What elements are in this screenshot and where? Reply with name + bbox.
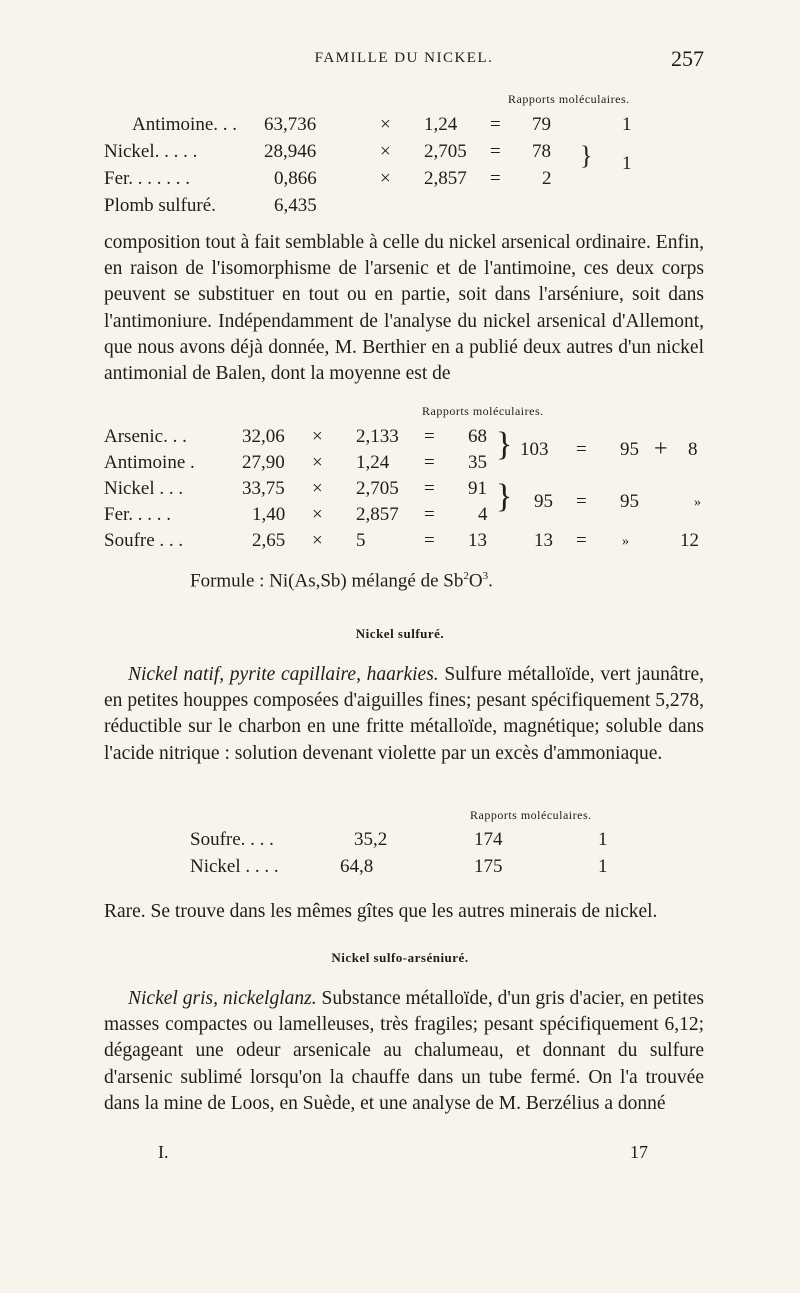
percentage: 27,90: [242, 452, 285, 473]
times-sign: ×: [312, 504, 323, 525]
italic-lead: Nickel natif, pyrite capillaire, haarkies.: [128, 664, 439, 685]
group-sum: 95: [534, 491, 553, 512]
group-sum-line: [534, 491, 710, 517]
sheet-number: 17: [630, 1142, 648, 1162]
molecular-ratio: 175: [474, 856, 503, 877]
page-header: [104, 46, 704, 80]
group-value: 12: [680, 530, 699, 551]
paragraph: composition tout à fait semblable à celle du nickel arsenical ordinaire. Enfin, en raison de l'isomorphisme de l'arsenic et de l'antimoine, ces deux corps peuvent se substituer en tout ou en partie, soit dans l'arséniure, soit dans l'antimoniure. Indépendamment de l'analyse du nickel arsenical d'Allemont, que nous avons déjà donnée, M. Berthier en a publié deux autres d'un nickel antimonial de Balen, dont la moyenne est de: [104, 232, 704, 385]
molecular-ratio: 79: [532, 114, 551, 135]
group-value: 95: [620, 439, 639, 460]
paragraph: Rare. Se trouve dans les mêmes gîtes que les autres minerais de nickel.: [104, 901, 658, 922]
factor: 1,24: [424, 114, 458, 135]
equals-sign: =: [576, 530, 587, 551]
equals-sign: =: [490, 168, 501, 189]
molecular-ratio: 13: [468, 530, 487, 551]
factor: 2,705: [424, 141, 467, 162]
equals-sign: =: [576, 439, 587, 460]
factor: 2,133: [356, 426, 399, 447]
formula: Formule : Ni(As,Sb) mélangé de $Sb^2O^3$.: [190, 570, 493, 592]
element-name: Nickel. . . . .: [104, 141, 198, 162]
percentage: 6,435: [274, 195, 317, 216]
equals-sign: =: [424, 478, 435, 499]
factor: 2,857: [356, 504, 399, 525]
equals-sign: =: [490, 114, 501, 135]
percentage: 32,06: [242, 426, 285, 447]
ditto-mark: »: [694, 495, 701, 510]
table-row: [104, 141, 704, 174]
equals-sign: =: [424, 530, 435, 551]
molecular-ratio: 68: [468, 426, 487, 447]
times-sign: ×: [312, 530, 323, 551]
element-name: Fer. . . . .: [104, 504, 172, 525]
percentage: 28,946: [264, 141, 317, 162]
paragraph: Nickel natif, pyrite capillaire, haarkies. Sulfure métalloïde, vert jaunâtre, en petites houppes composées d'aiguilles fines; pesant spécifiquement 5,278, réductible sur le charbon en une fritte métalloïde, magnétique; soluble dans l'acide nitrique : solution devenant violette par un excès d'ammoniaque.: [104, 664, 704, 764]
times-sign: ×: [312, 452, 323, 473]
equals-sign: =: [576, 491, 587, 512]
percentage: 64,8: [340, 856, 374, 877]
group-value: 8: [688, 439, 698, 460]
element-name: Nickel . . .: [104, 478, 184, 499]
group-value: 95: [620, 491, 639, 512]
times-sign: ×: [312, 426, 323, 447]
percentage: 33,75: [242, 478, 285, 499]
rapports-header: Rapports moléculaires.: [508, 92, 630, 106]
plus-sign: +: [654, 436, 668, 462]
simple-ratio: 1: [622, 114, 632, 135]
equals-sign: =: [424, 452, 435, 473]
table-row: [104, 168, 704, 194]
times-sign: ×: [380, 168, 391, 189]
molecular-ratio: 91: [468, 478, 487, 499]
table-row: [104, 195, 704, 221]
brace: }: [580, 141, 593, 170]
element-name: Antimoine. . .: [132, 114, 238, 135]
group-sum: 103: [520, 439, 549, 460]
group-sum-line: [534, 530, 710, 556]
element-name: Nickel . . . .: [190, 856, 279, 877]
times-sign: ×: [380, 141, 391, 162]
percentage: 63,736: [264, 114, 317, 135]
group-sum: 13: [534, 530, 553, 551]
factor: 2,857: [424, 168, 467, 189]
simple-ratio: 1: [598, 856, 608, 877]
table-row: [104, 114, 704, 140]
molecular-ratio: 2: [542, 168, 552, 189]
formula-subscript: 2: [463, 570, 469, 582]
percentage: 1,40: [252, 504, 286, 525]
percentage: 0,866: [274, 168, 317, 189]
factor: 5: [356, 530, 366, 551]
molecular-ratio: 35: [468, 452, 487, 473]
section-title: Nickel sulfo-arséniuré.: [331, 950, 469, 965]
times-sign: ×: [312, 478, 323, 499]
page-number: 257: [671, 46, 704, 71]
factor: 1,24: [356, 452, 390, 473]
simple-ratio: 1: [598, 829, 608, 850]
equals-sign: =: [424, 426, 435, 447]
factor: 2,705: [356, 478, 399, 499]
formula-superscript: 3: [482, 570, 489, 582]
molecular-ratio: 78: [532, 141, 551, 162]
table-row: [190, 856, 610, 882]
italic-lead: Nickel gris, nickelglanz.: [128, 988, 317, 1009]
times-sign: ×: [380, 114, 391, 135]
element-name: Soufre . . .: [104, 530, 184, 551]
brace: }: [496, 426, 513, 463]
group-sum-line: [520, 436, 710, 465]
molecular-ratio: 4: [478, 504, 488, 525]
element-name: Arsenic. . .: [104, 426, 187, 447]
equals-sign: =: [490, 141, 501, 162]
paragraph: Nickel gris, nickelglanz. Substance métalloïde, d'un gris d'acier, en petites masses compactes ou lamelleuses, très fragiles; pesant spécifiquement 6,12; dégageant une odeur arsenicale au chalumeau, et donnant du sulfure d'arsenic sublimé lorsqu'on la chauffe dans un tube fermé. On l'a trouvée dans la mine de Loos, en Suède, et une analyse de M. Berzélius a donné: [104, 988, 704, 1114]
rapports-header: Rapports moléculaires.: [470, 808, 592, 822]
element-name: Soufre. . . .: [190, 829, 274, 850]
element-name: Fer. . . . . . .: [104, 168, 191, 189]
ditto-mark: »: [622, 534, 629, 549]
equals-sign: =: [424, 504, 435, 525]
percentage: 2,65: [252, 530, 286, 551]
element-name: Plomb sulfuré.: [104, 195, 216, 216]
rapports-header: Rapports moléculaires.: [422, 404, 544, 418]
running-head: FAMILLE DU NICKEL.: [314, 50, 494, 66]
signature-mark: I.: [158, 1142, 169, 1162]
molecular-ratio: 174: [474, 829, 503, 850]
brace: }: [496, 478, 513, 515]
simple-ratio: 1: [622, 153, 632, 174]
element-name: Antimoine .: [104, 452, 195, 473]
percentage: 35,2: [354, 829, 388, 850]
section-title: Nickel sulfuré.: [355, 626, 445, 641]
table-row: [190, 829, 610, 855]
